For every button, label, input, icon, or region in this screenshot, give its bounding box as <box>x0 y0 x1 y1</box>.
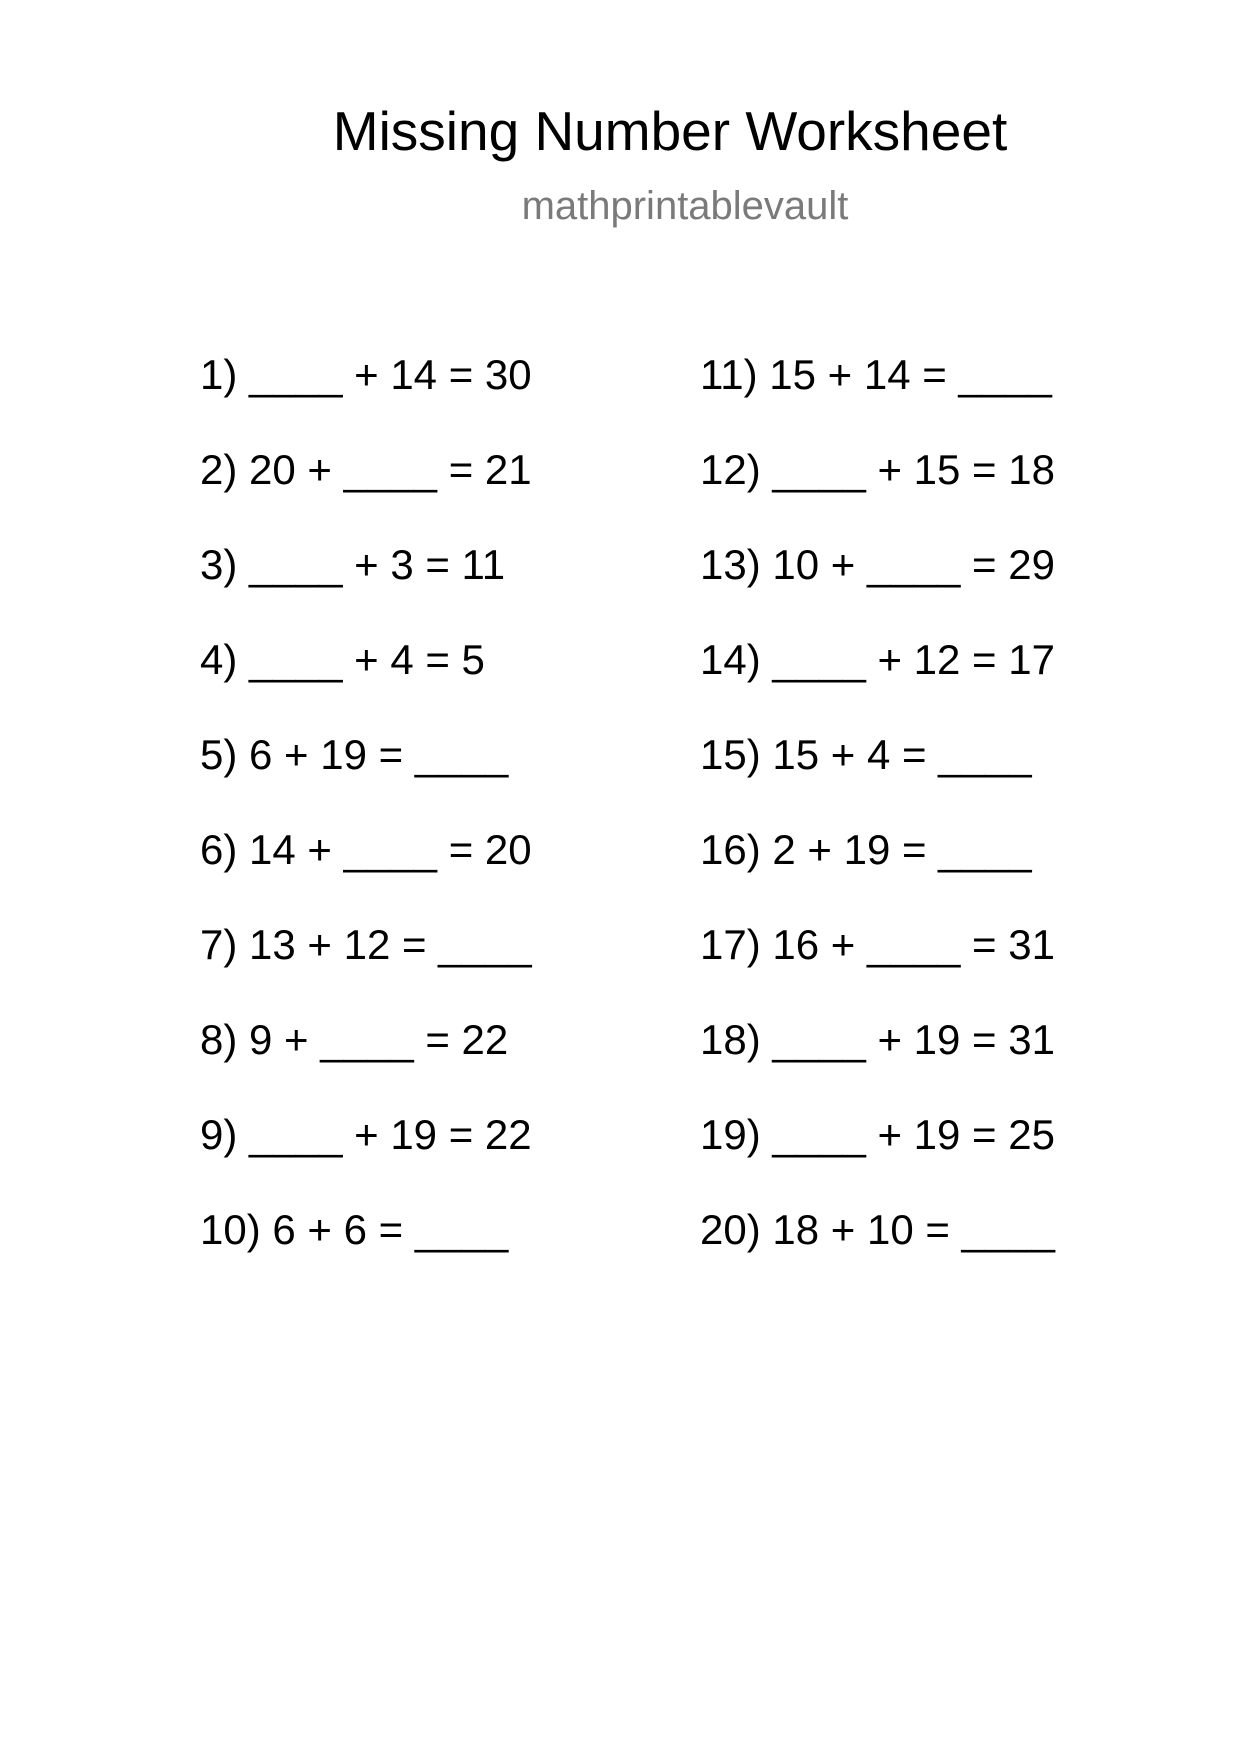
problem-5: 5) 6 + 19 = ____ <box>200 731 509 778</box>
problem-19: 19) ____ + 19 = 25 <box>700 1111 1055 1158</box>
problem-7: 7) 13 + 12 = ____ <box>200 921 532 968</box>
worksheet-source: mathprintablevault <box>521 184 849 228</box>
problem-3: 3) ____ + 3 = 11 <box>200 541 506 588</box>
problem-10: 10) 6 + 6 = ____ <box>200 1206 509 1253</box>
problem-17: 17) 16 + ____ = 31 <box>700 921 1055 968</box>
problem-8: 8) 9 + ____ = 22 <box>200 1016 509 1063</box>
problem-20: 20) 18 + 10 = ____ <box>700 1206 1055 1253</box>
worksheet-title: Missing Number Worksheet <box>332 100 1008 162</box>
problem-2: 2) 20 + ____ = 21 <box>200 446 532 493</box>
problem-16: 16) 2 + 19 = ____ <box>700 826 1032 873</box>
problem-6: 6) 14 + ____ = 20 <box>200 826 532 873</box>
problem-14: 14) ____ + 12 = 17 <box>700 636 1055 683</box>
problem-12: 12) ____ + 15 = 18 <box>700 446 1055 493</box>
problems-column-left <box>200 350 532 1300</box>
problem-15: 15) 15 + 4 = ____ <box>700 731 1032 778</box>
problem-9: 9) ____ + 19 = 22 <box>200 1111 532 1158</box>
problems-column-right <box>700 350 1055 1300</box>
problem-4: 4) ____ + 4 = 5 <box>200 636 485 683</box>
problem-18: 18) ____ + 19 = 31 <box>700 1016 1055 1063</box>
problem-1: 1) ____ + 14 = 30 <box>200 351 532 398</box>
problem-11: 11) 15 + 14 = ____ <box>700 351 1052 398</box>
problem-13: 13) 10 + ____ = 29 <box>700 541 1055 588</box>
